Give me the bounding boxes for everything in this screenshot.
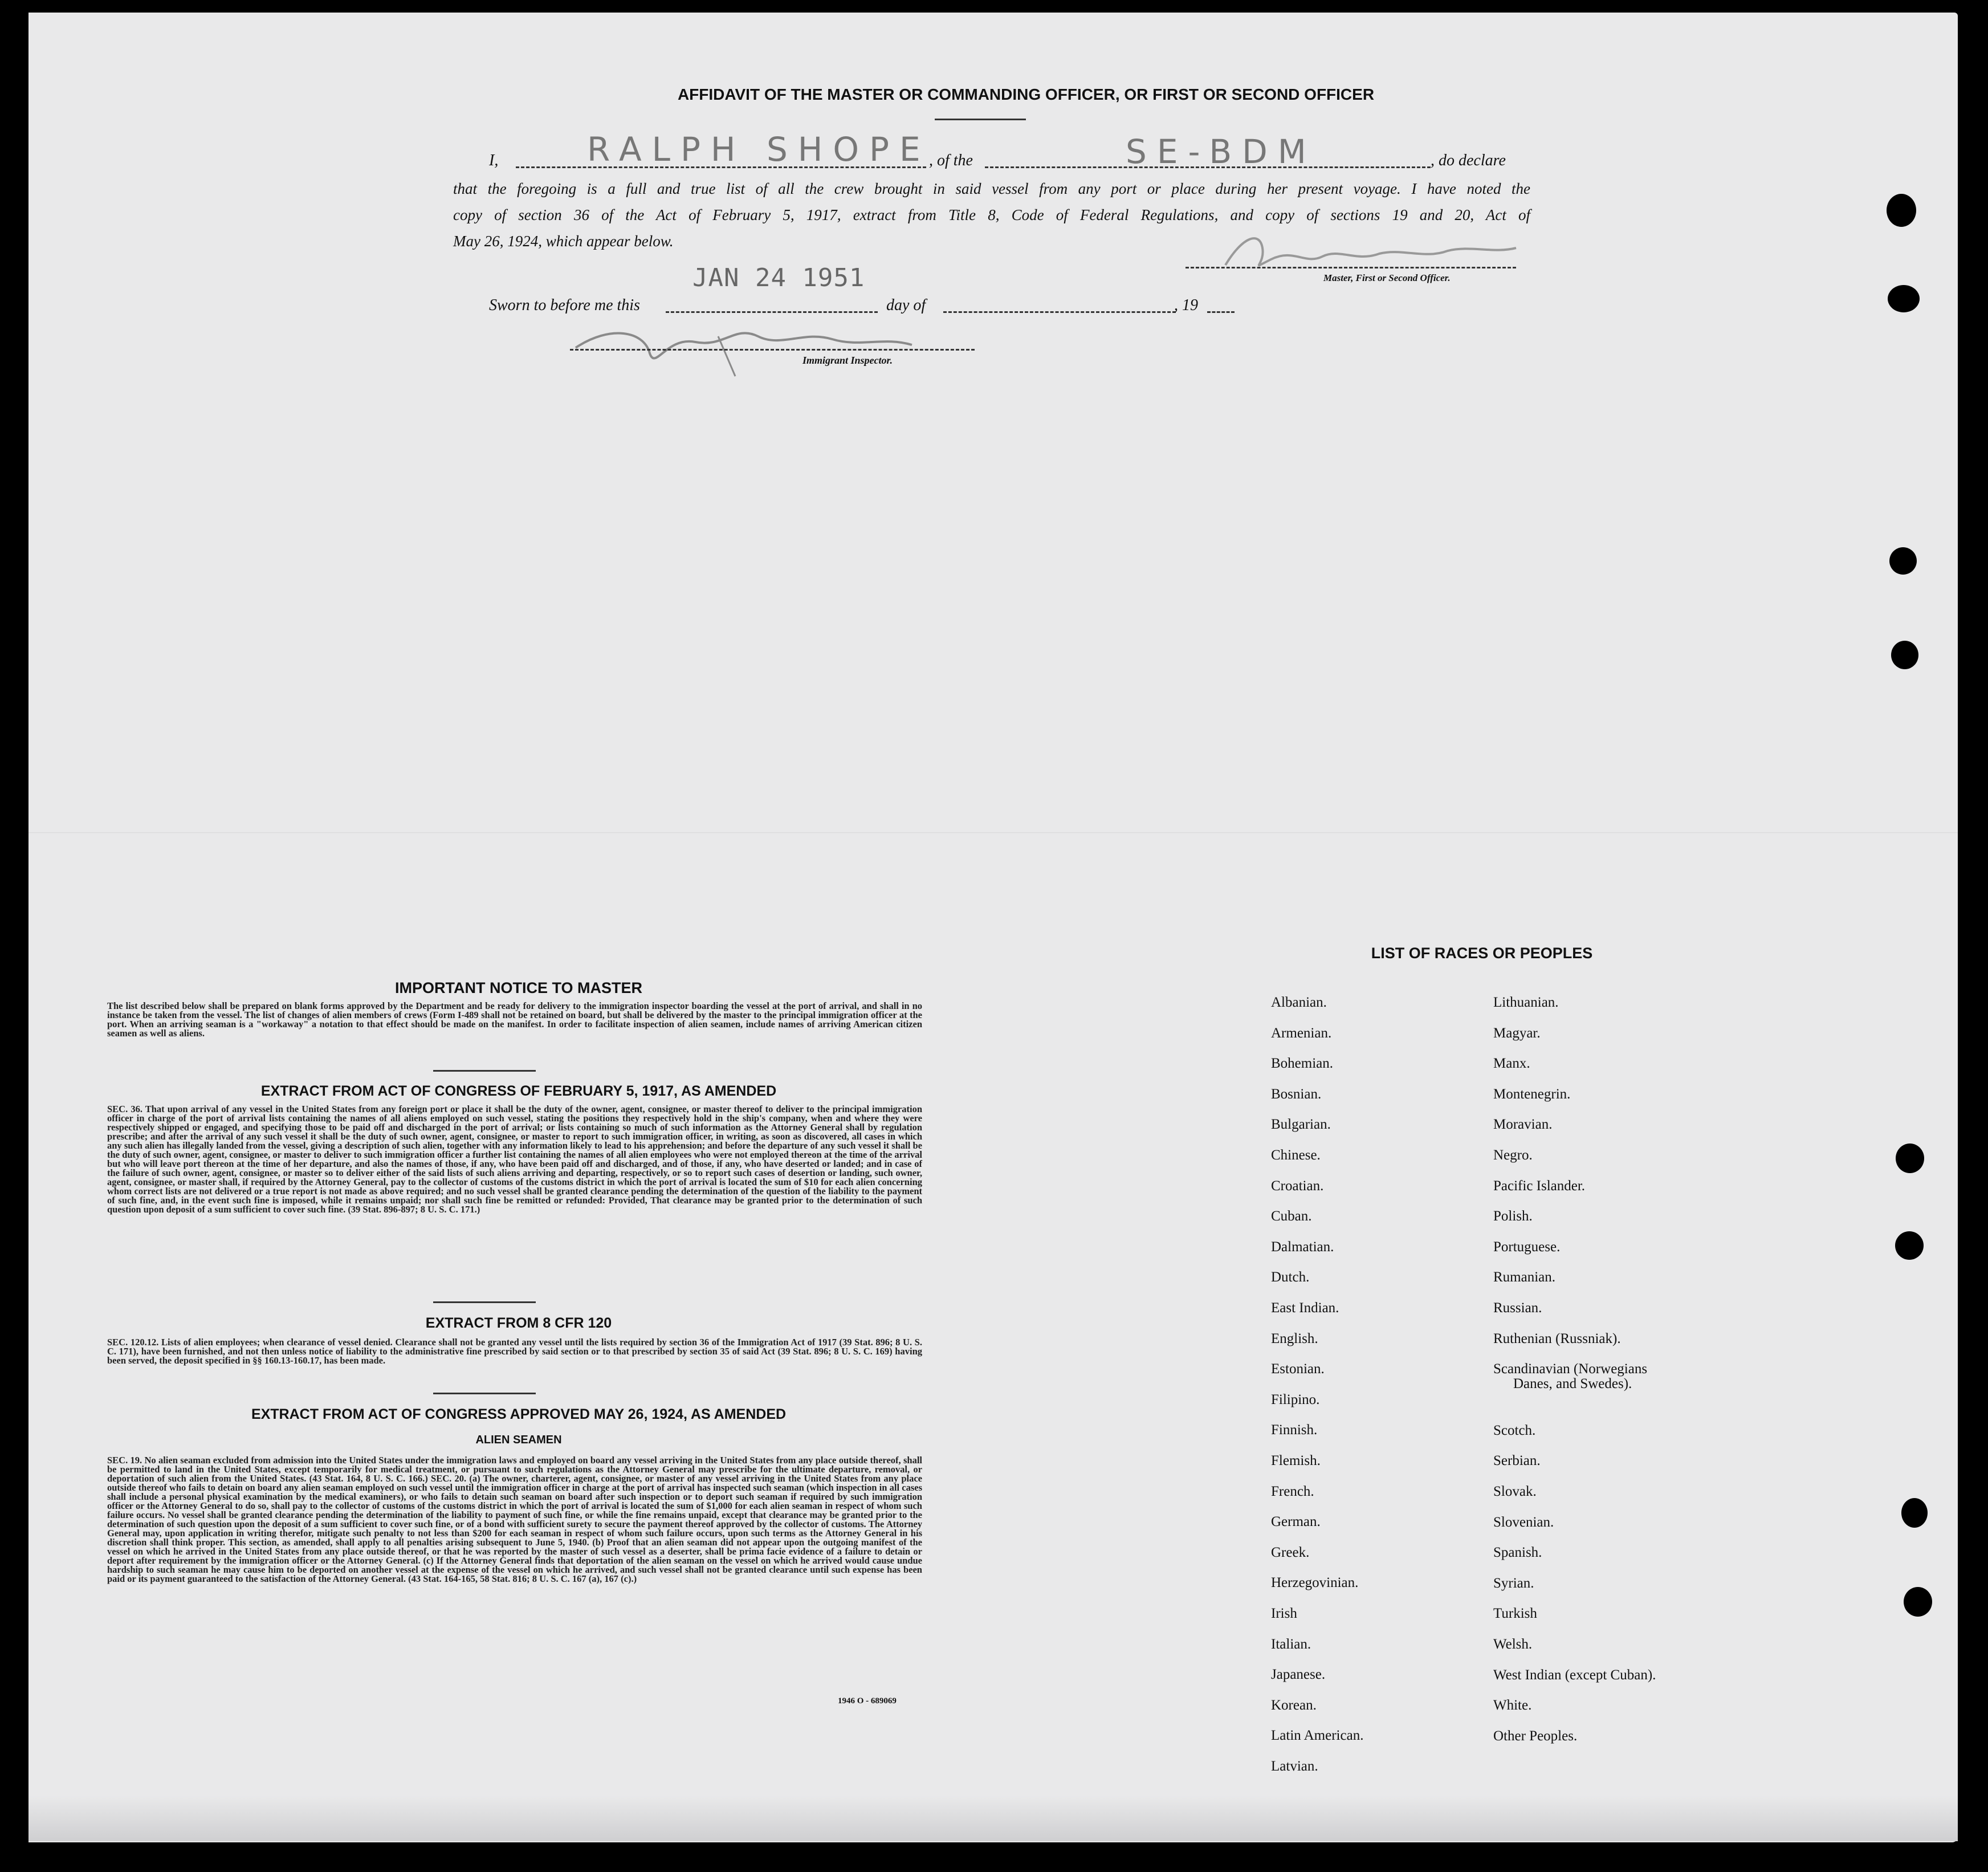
race-item: Slovak.	[1493, 1484, 1537, 1499]
i-label: I,	[489, 152, 499, 169]
race-item: Serbian.	[1493, 1453, 1541, 1469]
declaration-line: May 26, 1924, which appear below.	[453, 233, 674, 250]
section-rule	[433, 1301, 536, 1303]
binder-hole	[1889, 547, 1917, 575]
race-item: Danes, and Swedes).	[1513, 1376, 1632, 1392]
race-item: Montenegrin.	[1493, 1086, 1571, 1102]
binder-hole	[1887, 194, 1916, 227]
race-item: Finnish.	[1271, 1422, 1318, 1438]
page-bottom-edge	[28, 1796, 1958, 1841]
title-rule	[935, 119, 1026, 120]
race-item: Magyar.	[1493, 1025, 1541, 1041]
race-item: Flemish.	[1271, 1453, 1321, 1468]
declaration-line: copy of section 36 of the Act of February 5, 1917, extract from Title 8, Code of Federal Regulations, and copy of sections 19 and 20, Act of	[453, 206, 1530, 223]
race-item: East Indian.	[1271, 1300, 1339, 1316]
binder-hole	[1904, 1587, 1932, 1617]
race-item: Korean.	[1271, 1697, 1317, 1713]
of-the-label: , of the	[929, 152, 973, 169]
day-of-label: day of	[886, 296, 926, 314]
extract-1924-text: SEC. 19. No alien seaman excluded from admission into the United States under the immigration laws and employed on board any vessel arriving in the United States from any place outside thereof, shall be permitted to land in the United States, except temporarily for medical treatment, or pursuant to such regulations as the Attorney General may prescribe for the ultimate departure, removal, or deportation of such alien from the United States. (43 Stat. 164, 8 U. S. C. 166.) SEC. 20. (a) The owner, charterer, agent, consignee, or master of any vessel arriving in the United States from any place outside thereof who fails to detain on board any alien seaman employed on such vessel until the immigration officer in charge at the port of arrival has inspected such seaman (which inspection in all cases shall include a personal physical examination by the medical examiners), or who fails to detain such seaman on board after such inspection or to deport such seaman if required by such immigration officer or the Attorney General to do so, shall pay to the collector of customs of the customs district in which the port of arrival is located the sum of $1,000 for each alien seaman in respect of whom such failure occurs. No vessel shall be granted clearance pending the determination of the liability to payment of such fine, or while the fine remains unpaid, except that clearance may be granted prior to the determination of such question upon the deposit of a sum sufficient to cover such fine, or of a bond with sufficient surety to secure the payment thereof approved by the collector of customs. The Attorney General may, upon application in writing therefor, mitigate such penalty to not less than $200 for each seaman in respect of whom such failure occurs, upon such terms as the Attorney General in his discretion shall think proper. This section, as amended, shall apply to all penalties arising subsequent to June 5, 1940. (b) Proof that an alien seaman did not appear upon the outgoing manifest of the vessel on which he arrived in the United States from any place outside thereof, or that he was reported by the master of such vessel as a deserter, shall be prima facie evidence of a failure to detain or deport after requirement by the immigration officer or the Attorney General. (c) If the Attorney General finds that deportation of the alien seaman on the vessel on which he arrived would cause undue hardship to such seaman he may cause him to be deported on another vessel at the expense of the vessel on which he arrived, and such vessel shall not be granted clearance until such expense has been paid or its payment guaranteed to the satisfaction of the Attorney General. (43 Stat. 164-165, 58 Stat. 816; 8 U. S. C. 167 (a), 167 (c).)	[107, 1455, 922, 1584]
extract-cfr-title: EXTRACT FROM 8 CFR 120	[425, 1315, 612, 1331]
race-item: Scotch.	[1493, 1422, 1536, 1438]
race-item: Cuban.	[1271, 1208, 1312, 1224]
date-stamp: JAN 24 1951	[692, 263, 865, 292]
race-item: Estonian.	[1271, 1361, 1325, 1377]
race-item: White.	[1493, 1698, 1532, 1714]
race-item: Welsh.	[1493, 1637, 1533, 1652]
binder-hole	[1891, 641, 1918, 669]
race-item: Scandinavian (Norwegians	[1493, 1361, 1648, 1377]
binder-hole	[1888, 285, 1920, 312]
race-item: Pacific Islander.	[1493, 1178, 1586, 1194]
race-item: Albanian.	[1271, 995, 1327, 1010]
year-line	[1207, 311, 1235, 313]
sworn-month-line	[943, 311, 1176, 313]
extract-1917-text: SEC. 36. That upon arrival of any vessel in the United States from any foreign port or place it shall be the duty of the owner, agent, consignee, or master thereof to deliver to the principal immigration officer in charge of the port of arrival lists containing the names of all aliens employed on such vessel, stating the positions they respectively hold in the ship's company, when and where they were respectively shipped or engaged, and specifying those to be paid off and discharged in the port of arrival; or lists containing so much of such information as the Attorney General shall by regulation prescribe; and after the arrival of any such vessel it shall be the duty of such owner, agent, consignee, or master to report to such immigration officer, in writing, as soon as discovered, all cases in which any such alien has illegally landed from the vessel, giving a description of such alien, together with any information likely to lead to his apprehension; and before the departure of any such vessel it shall be the duty of such owner, agent, consignee, or master to deliver to such immigration officer a further list containing the names of all alien employees who were not employed thereon at the time of the arrival but who will leave port thereon at the time of her departure, and also the names of those, if any, who have been paid off and discharged, and of those, if any, who have deserted or landed; and in case of the failure of such owner, agent, consignee, or master so to deliver either of the said lists of such aliens arriving and departing, respectively, or so to report such cases of desertion or landing, such owner, agent, consignee, or master shall, if required by the Attorney General, pay to the collector of customs of the customs district in which the port of arrival is located the sum of $10 for each alien concerning whom correct lists are not delivered or a true report is not made as above required; and no such vessel shall be granted clearance pending the determination of the question of the liability to the payment of such fine, and, in the event such fine is imposed, while it remains unpaid; nor shall such fine be remitted or refunded: Provided, That clearance may be granted prior to the determination of such question upon deposit of a sum sufficient to cover such fine. (39 Stat. 896-897; 8 U. S. C. 171.)	[107, 1104, 922, 1215]
race-item: Bohemian.	[1271, 1056, 1334, 1072]
race-item: Lithuanian.	[1493, 995, 1559, 1010]
master-label: Master, First or Second Officer.	[1323, 272, 1451, 283]
inspector-line	[570, 349, 975, 351]
sworn-day-line	[666, 311, 878, 313]
races-title: LIST OF RACES OR PEOPLES	[1371, 945, 1593, 962]
race-item: Herzegovinian.	[1271, 1575, 1359, 1591]
alien-seamen-subtitle: ALIEN SEAMEN	[475, 1434, 562, 1446]
race-item: Armenian.	[1271, 1025, 1332, 1041]
print-code: 1946 O - 689069	[838, 1696, 897, 1706]
binder-hole	[1901, 1498, 1928, 1528]
extract-cfr-text: SEC. 120.12. Lists of alien employees; when clearance of vessel denied. Clearance shall not be granted any vessel until the lists required by section 36 of the Immigration Act of 1917 (39 Stat. 896; 8 U. S. C. 171), have been furnished, and not then unless notice of liability to the administrative fine prescribed by said section or to that prescribed by section 35 of said Act (39 Stat. 896; 8 U. S. C. 169) having been served, the deposit specified in §§ 160.13-160.17, has been made.	[107, 1337, 922, 1366]
inspector-label: Immigrant Inspector.	[802, 355, 893, 366]
race-item: Polish.	[1493, 1208, 1533, 1224]
race-item: Latvian.	[1271, 1759, 1318, 1774]
race-item: Ruthenian (Russniak).	[1493, 1330, 1621, 1346]
race-item: Japanese.	[1271, 1667, 1326, 1683]
vessel-handwriting: SE-BDM	[1126, 132, 1317, 171]
binder-hole	[1896, 1143, 1924, 1173]
notice-title: IMPORTANT NOTICE TO MASTER	[395, 979, 642, 996]
year-label: , 19	[1174, 296, 1198, 314]
extract-1917-title: EXTRACT FROM ACT OF CONGRESS OF FEBRUARY 5, 1917, AS AMENDED	[260, 1083, 777, 1099]
race-item: Irish	[1271, 1606, 1297, 1621]
do-declare-label: , do declare	[1431, 152, 1506, 169]
affidavit-title: AFFIDAVIT OF THE MASTER OR COMMANDING OFFICER, OR FIRST OR SECOND OFFICER	[677, 86, 1375, 103]
race-item: Rumanian.	[1493, 1269, 1556, 1285]
race-item: Portuguese.	[1493, 1239, 1561, 1255]
race-item: Filipino.	[1271, 1391, 1320, 1407]
sworn-label: Sworn to before me this	[489, 296, 640, 314]
race-item: Chinese.	[1271, 1147, 1321, 1163]
race-item: Dutch.	[1271, 1269, 1310, 1285]
master-name-handwriting: RALPH SHOPE	[587, 130, 931, 169]
declaration-line: that the foregoing is a full and true list of all the crew brought in said vessel from any port or place during her present voyage. I have noted the	[453, 180, 1530, 197]
race-item: Dalmatian.	[1271, 1239, 1334, 1255]
notice-text: The list described below shall be prepared on blank forms approved by the Department and be ready for delivery to the immigration inspector boarding the vessel at the port of arrival, and shall in no instance be taken from the vessel. The list of changes of alien members of crews (Form I-489 shall not be retained on board, but shall be delivered by the master to the principal immigration officer at the port. When an arriving seaman is a "workaway" a notation to that effect should be made on the manifest. In order to facilitate inspection of alien seamen, include names of arriving American citizen seamen as well as aliens.	[107, 1000, 922, 1039]
race-item: Other Peoples.	[1493, 1728, 1578, 1744]
race-item: Italian.	[1271, 1636, 1311, 1652]
race-item: West Indian (except Cuban).	[1493, 1667, 1656, 1683]
race-item: Spanish.	[1493, 1545, 1542, 1561]
section-rule	[433, 1393, 536, 1394]
binder-hole	[1895, 1231, 1924, 1260]
race-item: Latin American.	[1271, 1728, 1364, 1744]
race-item: Syrian.	[1493, 1575, 1534, 1591]
race-item: Russian.	[1493, 1300, 1542, 1316]
race-item: Bulgarian.	[1271, 1117, 1331, 1133]
race-item: English.	[1271, 1330, 1318, 1346]
race-item: Bosnian.	[1271, 1086, 1322, 1102]
race-item: Negro.	[1493, 1147, 1533, 1163]
race-item: Turkish	[1493, 1606, 1537, 1622]
race-item: Croatian.	[1271, 1178, 1324, 1194]
race-item: Greek.	[1271, 1544, 1310, 1560]
extract-1924-title: EXTRACT FROM ACT OF CONGRESS APPROVED MAY 26, 1924, AS AMENDED	[251, 1406, 787, 1422]
master-signature-line	[1186, 267, 1516, 268]
race-item: Slovenian.	[1493, 1514, 1554, 1530]
race-item: French.	[1271, 1483, 1314, 1499]
race-item: German.	[1271, 1514, 1321, 1530]
race-item: Moravian.	[1493, 1117, 1553, 1133]
inspector-signature	[564, 314, 929, 382]
race-item: Manx.	[1493, 1056, 1530, 1072]
section-rule	[433, 1070, 536, 1072]
